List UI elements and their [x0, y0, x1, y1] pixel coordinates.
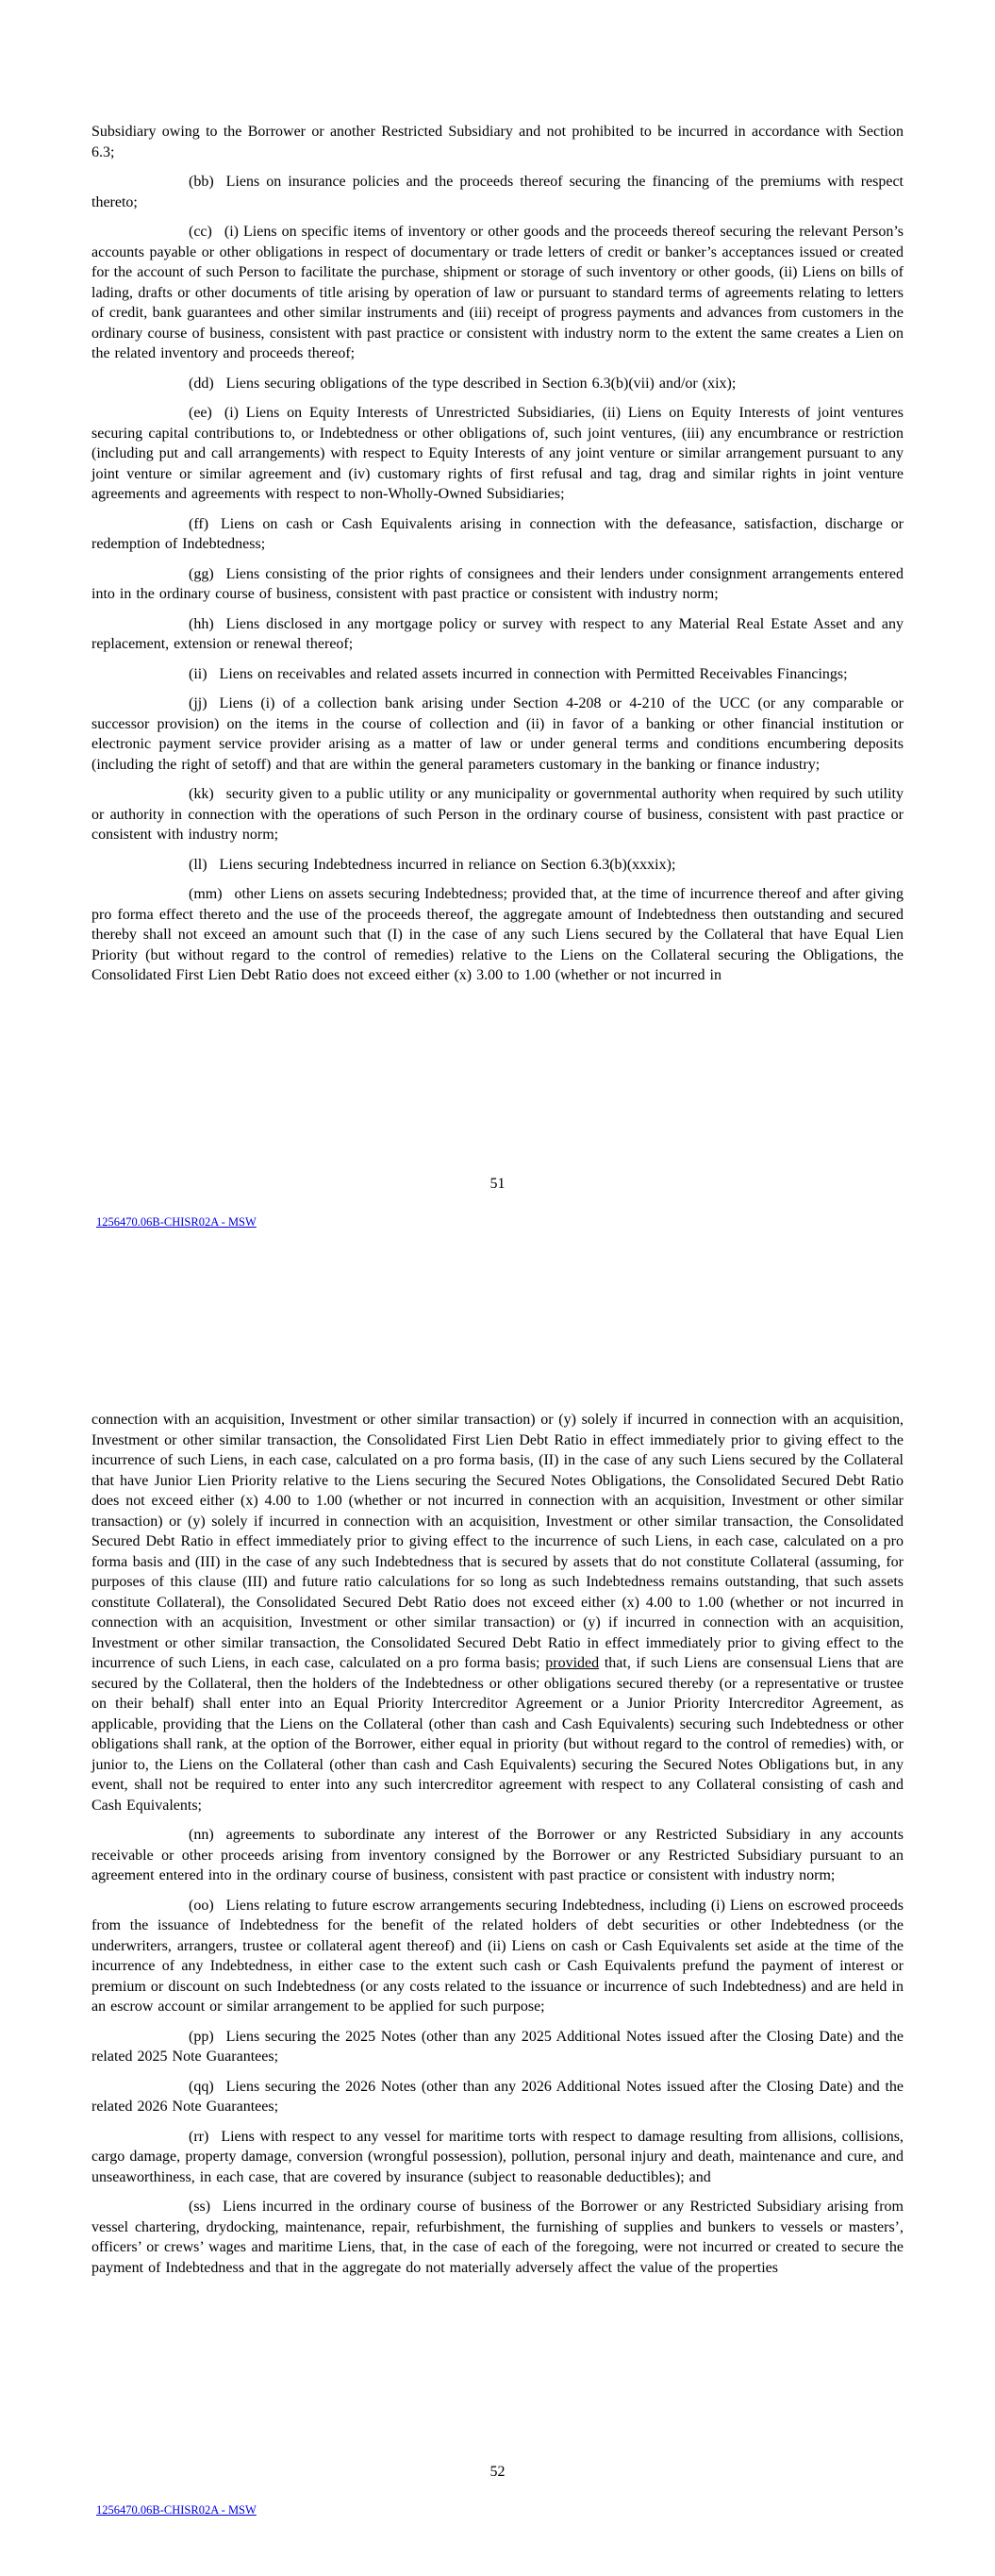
clause-text: Liens securing obligations of the type described in Section 6.3(b)(vii) and/or (xix);: [225, 375, 737, 392]
clause-mm: [91, 884, 904, 986]
clause-label: (ee): [189, 405, 212, 421]
clause-label: (pp): [189, 2028, 214, 2045]
clause-text: Liens on cash or Cash Equivalents arising in connection with the defeasance, satisfaction, discharge or redemption of Indebtedness;: [91, 515, 904, 552]
continuation-text-pre: connection with an acquisition, Investment or other similar transaction) or (y) solely if incurred in connection with an acquisition, Investment or other similar transaction, the Consolidated First Lien Debt Ratio in effect immediately prior to giving effect to the incurrence of such Liens, in each case, calculated on a pro forma basis, (II) in the case of any such Liens secured by the Collateral that have Junior Lien Priority relative to the Liens securing the Secured Notes Obligations, the Consolidated Secured Debt Ratio does not exceed either (x) 4.00 to 1.00 (whether or not incurred in connection with an acquisition, Investment or other similar transaction) or (y) solely if incurred in connection with an acquisition, Investment or other similar transaction, the Consolidated Secured Debt Ratio in effect immediately prior to giving effect to the incurrence of such Liens, in each case, calculated on a pro forma basis and (III) in the case of any such Indebtedness that is secured by assets that do not constitute Collateral (assuming, for purposes of this clause (III) and future ratio calculations for so long as such Indebtedness remains outstanding, that such assets constitute Collateral), the Consolidated Secured Debt Ratio does not exceed either (x) 4.00 to 1.00 (whether or not incurred in connection with an acquisition, Investment or other similar transaction) or (y) if incurred in connection with an acquisition, Investment or other similar transaction, the Consolidated Secured Debt Ratio in effect immediately prior to giving effect to the incurrence of such Liens, in each case, calculated on a pro forma basis;: [91, 1412, 904, 1671]
page-number-52: 52: [489, 2464, 506, 2480]
clause-label: (ll): [189, 856, 207, 873]
clause-label: (mm): [189, 886, 223, 902]
footer-document-stamp: 1256470.06B-CHISR02A - MSW: [96, 2503, 257, 2517]
clause-ff: [91, 514, 904, 555]
continuation-text-post: that, if such Liens are consensual Liens that are secured by the Collateral, then the holders of the Indebtedness or other obligations secured thereby (or a representative or trustee on their behalf) shall enter into an Equal Priority Intercreditor Agreement or a Junior Priority Intercreditor Agreement, as applicable, providing that the Liens on the Collateral (other than cash and Cash Equivalents) securing such Indebtedness or other obligations shall rank, at the option of the Borrower, either equal in priority (but without regard to the control of remedies) with, or junior to, the Liens on the Collateral (other than cash and Cash Equivalents) securing the Secured Notes Obligations but, in any event, shall not be required to enter into any such intercreditor agreement with respect to any Collateral consisting of cash and Cash Equivalents;: [91, 1655, 904, 1814]
clause-text: (i) Liens on specific items of inventory or other goods and the proceeds thereof securing the relevant Person’s accounts payable or other obligations in respect of documentary or trade letters of credit or banker’s acceptances issued or created for the account of such Person to facilitate the purchase, shipment or storage of such inventory or other goods, (ii) Liens on bills of lading, drafts or other documents of title arising by operation of law or pursuant to standard terms of agreements relating to letters of credit, bank guarantees and other similar instruments and (iii) receipt of progress payments and advances from customers in the ordinary course of business, consistent with past practice or consistent with industry norm to the extent the same creates a Lien on the related inventory and proceeds thereof;: [91, 224, 904, 361]
clause-ii: [91, 664, 904, 685]
clause-hh: [91, 614, 904, 655]
clause-label: (rr): [189, 2128, 209, 2145]
clause-oo: [91, 1896, 904, 2017]
footer-document-stamp: 1256470.06B-CHISR02A - MSW: [96, 1215, 257, 1229]
clause-label: (bb): [189, 174, 214, 190]
clause-text: (i) Liens on Equity Interests of Unrestricted Subsidiaries, (ii) Liens on Equity Interests of joint ventures securing capital contributions to, or Indebtedness or other obligations of, such joint ventures, (iii) any encumbrance or restriction (including put and call arrangements) with respect to Equity Interests of any joint venture or similar arrangement pursuant to any joint venture or similar agreement and (iv) customary rights of first refusal and tag, drag and similar rights in joint venture agreements and agreements with respect to non-Wholly-Owned Subsidiaries;: [91, 405, 904, 502]
clause-label: (ii): [189, 665, 207, 682]
clause-dd: [91, 374, 904, 394]
clause-text: Liens securing Indebtedness incurred in reliance on Section 6.3(b)(xxxix);: [219, 856, 676, 873]
clause-text: Liens on insurance policies and the proceeds thereof securing the financing of the premiums with respect thereto;: [91, 174, 904, 210]
clause-text: Liens disclosed in any mortgage policy or survey with respect to any Material Real Estate Asset and any replacement, extension or renewal thereof;: [91, 615, 904, 652]
clause-text: Liens securing the 2026 Notes (other than any 2026 Additional Notes issued after the Closing Date) and the related 2026 Note Guarantees;: [91, 2078, 904, 2115]
clause-pp: [91, 2027, 904, 2067]
clause-label: (gg): [189, 565, 214, 582]
clause-kk: [91, 784, 904, 845]
para-continuation-51: Subsidiary owing to the Borrower or another Restricted Subsidiary and not prohibited to be incurred in accordance with Section 6.3;: [91, 124, 904, 160]
clause-label: (kk): [189, 786, 214, 802]
underlined-term-provided: provided: [545, 1655, 600, 1671]
clause-label: (oo): [189, 1897, 214, 1914]
clause-label: (qq): [189, 2078, 214, 2095]
clause-qq: [91, 2077, 904, 2117]
page-51-text-block: [91, 122, 904, 995]
clause-ss: [91, 2197, 904, 2278]
clause-gg: [91, 564, 904, 605]
clause-label: (jj): [189, 695, 207, 711]
clause-ee: [91, 403, 904, 505]
page-52-text-block: [91, 1410, 904, 2287]
clause-text: Liens with respect to any vessel for maritime torts with respect to damage resulting from allisions, collisions, cargo damage, property damage, conversion (wrongful possession), pollution, personal injury and death, maintenance and cure, and unseaworthiness, in each case, that are covered by insurance (subject to reasonable deductibles); and: [91, 2128, 904, 2185]
clause-label: (ff): [189, 515, 209, 532]
clause-text: Liens on receivables and related assets incurred in connection with Permitted Receivables Financings;: [219, 665, 848, 682]
clause-jj: [91, 694, 904, 775]
clause-bb: [91, 172, 904, 212]
clause-nn: [91, 1825, 904, 1886]
clause-text: Liens securing the 2025 Notes (other than any 2025 Additional Notes issued after the Closing Date) and the related 2025 Note Guarantees;: [91, 2028, 904, 2065]
clause-text: Liens consisting of the prior rights of consignees and their lenders under consignment arrangements entered into in the ordinary course of business, consistent with past practice or consistent with industry norm;: [91, 565, 904, 602]
page-number-51: 51: [489, 1176, 506, 1192]
clause-text: security given to a public utility or any municipality or governmental authority when required by such utility or authority in connection with the operations of such Person in the ordinary course of business, consistent with past practice or consistent with industry norm;: [91, 786, 904, 843]
clause-cc: [91, 222, 904, 364]
clause-label: (dd): [189, 375, 214, 392]
clause-text: other Liens on assets securing Indebtedness; provided that, at the time of incurrence thereof and after giving pro forma effect thereto and the use of the proceeds thereof, the aggregate amount of Indebtedness then outstanding and secured thereby shall not exceed an amount such that (I) in the case of any such Liens secured by the Collateral that have Equal Lien Priority (but without regard to the control of remedies) relative to the Liens on the Collateral securing the Obligations, the Consolidated First Lien Debt Ratio does not exceed either (x) 3.00 to 1.00 (whether or not incurred in: [91, 886, 904, 983]
clause-label: (ss): [189, 2199, 211, 2215]
para-continuation-52: [91, 1410, 904, 1815]
clause-text: Liens (i) of a collection bank arising under Section 4-208 or 4-210 of the UCC (or any comparable or successor provision) on the items in the course of collection and (ii) in favor of a banking or other financial institution or electronic payment service provider arising as a matter of law or under general terms and conditions encumbering deposits (including the right of setoff) and that are within the general parameters customary in the banking or finance industry;: [91, 695, 904, 773]
clause-ll: [91, 855, 904, 876]
clause-text: Liens incurred in the ordinary course of business of the Borrower or any Restricted Subsidiary arising from vessel chartering, drydocking, maintenance, repair, refurbishment, the furnishing of supplies and bunkers to vessels or masters’, officers’ or crews’ wages and maritime Liens, that, in the case of each of the foregoing, were not incurred or created to secure the payment of Indebtedness and that in the aggregate do not materially adversely affect the value of the properties: [91, 2199, 904, 2276]
clause-text: Liens relating to future escrow arrangements securing Indebtedness, including (i) Liens on escrowed proceeds from the issuance of Indebtedness for the benefit of the related holders of debt securities or other Indebtedness (or the underwriters, arrangers, trustee or collateral agent thereof) and (ii) Liens on cash or Cash Equivalents set aside at the time of the incurrence of any Indebtedness, in either case to the extent such cash or Cash Equivalents prefund the payment of interest or premium or discount on such Indebtedness (or any costs related to the issuance or incurrence of such Indebtedness) and are held in an escrow account or similar arrangement to be applied for such purpose;: [91, 1897, 904, 2015]
document-page-52: [0, 1288, 995, 2576]
clause-label: (cc): [189, 224, 212, 240]
clause-rr: [91, 2127, 904, 2188]
clause-text: agreements to subordinate any interest of the Borrower or any Restricted Subsidiary in any accounts receivable or other proceeds arising from inventory consigned by the Borrower or any Restricted Subsidiary pursuant to an agreement entered into in the ordinary course of business, consistent with past practice or consistent with industry norm;: [91, 1827, 904, 1883]
clause-label: (nn): [189, 1827, 214, 1843]
clause-label: (hh): [189, 615, 214, 632]
